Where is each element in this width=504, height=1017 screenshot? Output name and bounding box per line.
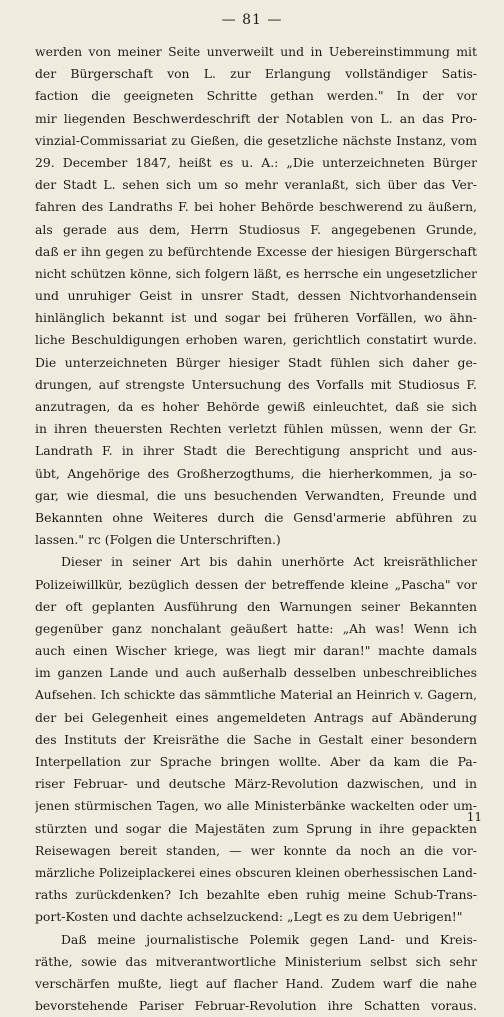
text-line: bevorstehende Pariser Februar-Revolution ihre Schatten voraus. (35, 998, 477, 1014)
text-line: Landrath F. in ihrer Stadt die Berechtigung anspricht und aus- (35, 443, 477, 459)
text-line: nicht schützen könne, sich folgern läßt, es herrsche ein ungesetzlicher (35, 266, 477, 281)
text-line: drungen, auf strengste Untersuchung des Vorfalls mit Studiosus F. (35, 376, 477, 392)
text-line: Interpellation zur Sprache bringen wollte. Aber da kam die Pa- (35, 754, 477, 769)
text-line: auch einen Wischer kriege, was liegt mir daran!" machte damals (35, 643, 477, 659)
text-line: vinzial-Commissariat zu Gießen, die gesetzliche nächste Instanz, vom (35, 132, 477, 148)
text-line: gar, wie diesmal, die uns besuchenden Verwandten, Freunde und (35, 487, 477, 503)
page-number-header: — 81 — (221, 12, 283, 28)
body-text (35, 41, 477, 1017)
text-line: märzliche Polizeiplackerei eines obscuren kleinen oberhessischen Land- (35, 865, 477, 880)
text-line: der bei Gelegenheit eines angemeldeten Antrags auf Abänderung (35, 709, 477, 725)
text-line: liche Beschuldigungen erhoben waren, gerichtlich constatirt wurde. (35, 332, 477, 348)
text-line: 29. December 1847, heißt es u. A.: „Die unterzeichneten Bürger (35, 154, 477, 170)
text-line: Reisewagen bereit standen, — wer konnte da noch an die vor- (35, 842, 477, 858)
text-line: der Bürgerschaft von L. zur Erlangung vollständiger Satis- (35, 66, 477, 82)
text-line: hinlänglich bekannt ist und sogar bei früheren Vorfällen, wo ähn- (35, 310, 477, 326)
text-line: im ganzen Lande und auch außerhalb desselben unbeschreibliches (35, 665, 477, 681)
text-line: daß er ihn gegen zu befürchtende Excesse der hiesigen Bürgerschaft (35, 243, 477, 259)
text-line: fahren des Landraths F. bei hoher Behörde beschwerend zu äußern, (35, 199, 477, 215)
text-line: Bekannten ohne Weiteres durch die Gensd'armerie abführen zu (35, 509, 477, 525)
text-line: Polizeiwillkür, bezüglich dessen der betreffende kleine „Pascha" vor (35, 576, 477, 592)
text-line: Die unterzeichneten Bürger hiesiger Stadt fühlen sich daher ge- (35, 354, 477, 370)
text-line: faction die geeigneten Schritte gethan werden." In der vor (35, 88, 477, 104)
text-line: Aufsehen. Ich schickte das sämmtliche Material an Heinrich v. Gagern, (35, 688, 477, 703)
text-line: riser Februar- und deutsche März-Revolution dazwischen, und in (35, 776, 477, 792)
text-line: der oft geplanten Ausführung den Warnungen seiner Bekannten (35, 598, 477, 614)
text-line: lassen." rc (Folgen die Unterschriften.) (35, 532, 281, 548)
text-line: mir liegenden Beschwerdeschrift der Notablen von L. an das Pro- (35, 110, 477, 126)
text-line: stürzten und sogar die Majestäten zum Sprung in ihre gepackten (35, 820, 477, 836)
text-line: port-Kosten und dachte achselzuckend: „Legt es zu dem Uebrigen!" (35, 909, 463, 925)
text-line: werden von meiner Seite unverweilt und in Uebereinstimmung mit (35, 44, 477, 59)
text-line: verschärfen mußte, liegt auf flacher Hand. Zudem warf die nahe (35, 975, 477, 991)
text-line: jenen stürmischen Tagen, wo alle Ministerbänke wackelten oder um- (35, 798, 477, 814)
text-line: anzutragen, da es hoher Behörde gewiß einleuchtet, daß sie sich (35, 399, 477, 414)
text-line: des Instituts der Kreisräthe die Sache in Gestalt einer besondern (35, 731, 477, 747)
text-line: Daß meine journalistische Polemik gegen Land- und Kreis- (61, 931, 477, 947)
text-line: Dieser in seiner Art bis dahin unerhörte Act kreisräthlicher (61, 554, 477, 570)
text-line: raths zurückdenken? Ich bezahlte eben ruhig meine Schub-Trans- (35, 887, 477, 903)
text-line: der Stadt L. sehen sich um so mehr veranlaßt, sich über das Ver- (35, 177, 477, 193)
text-line: gegenüber ganz nonchalant geäußert hatte: „Ah was! Wenn ich (35, 620, 477, 636)
text-line: in ihren theuersten Rechten verletzt fühlen müssen, wenn der Gr. (35, 421, 477, 437)
signature-mark: 11 (466, 810, 482, 824)
text-line: räthe, sowie das mitverantwortliche Ministerium selbst sich sehr (35, 953, 477, 969)
text-line: als gerade aus dem, Herrn Studiosus F. angegebenen Grunde, (35, 221, 477, 237)
text-line: und unruhiger Geist in unsrer Stadt, dessen Nichtvorhandensein (35, 288, 477, 304)
text-line: übt, Angehörige des Großherzogthums, die hierherkommen, ja so- (35, 465, 477, 481)
